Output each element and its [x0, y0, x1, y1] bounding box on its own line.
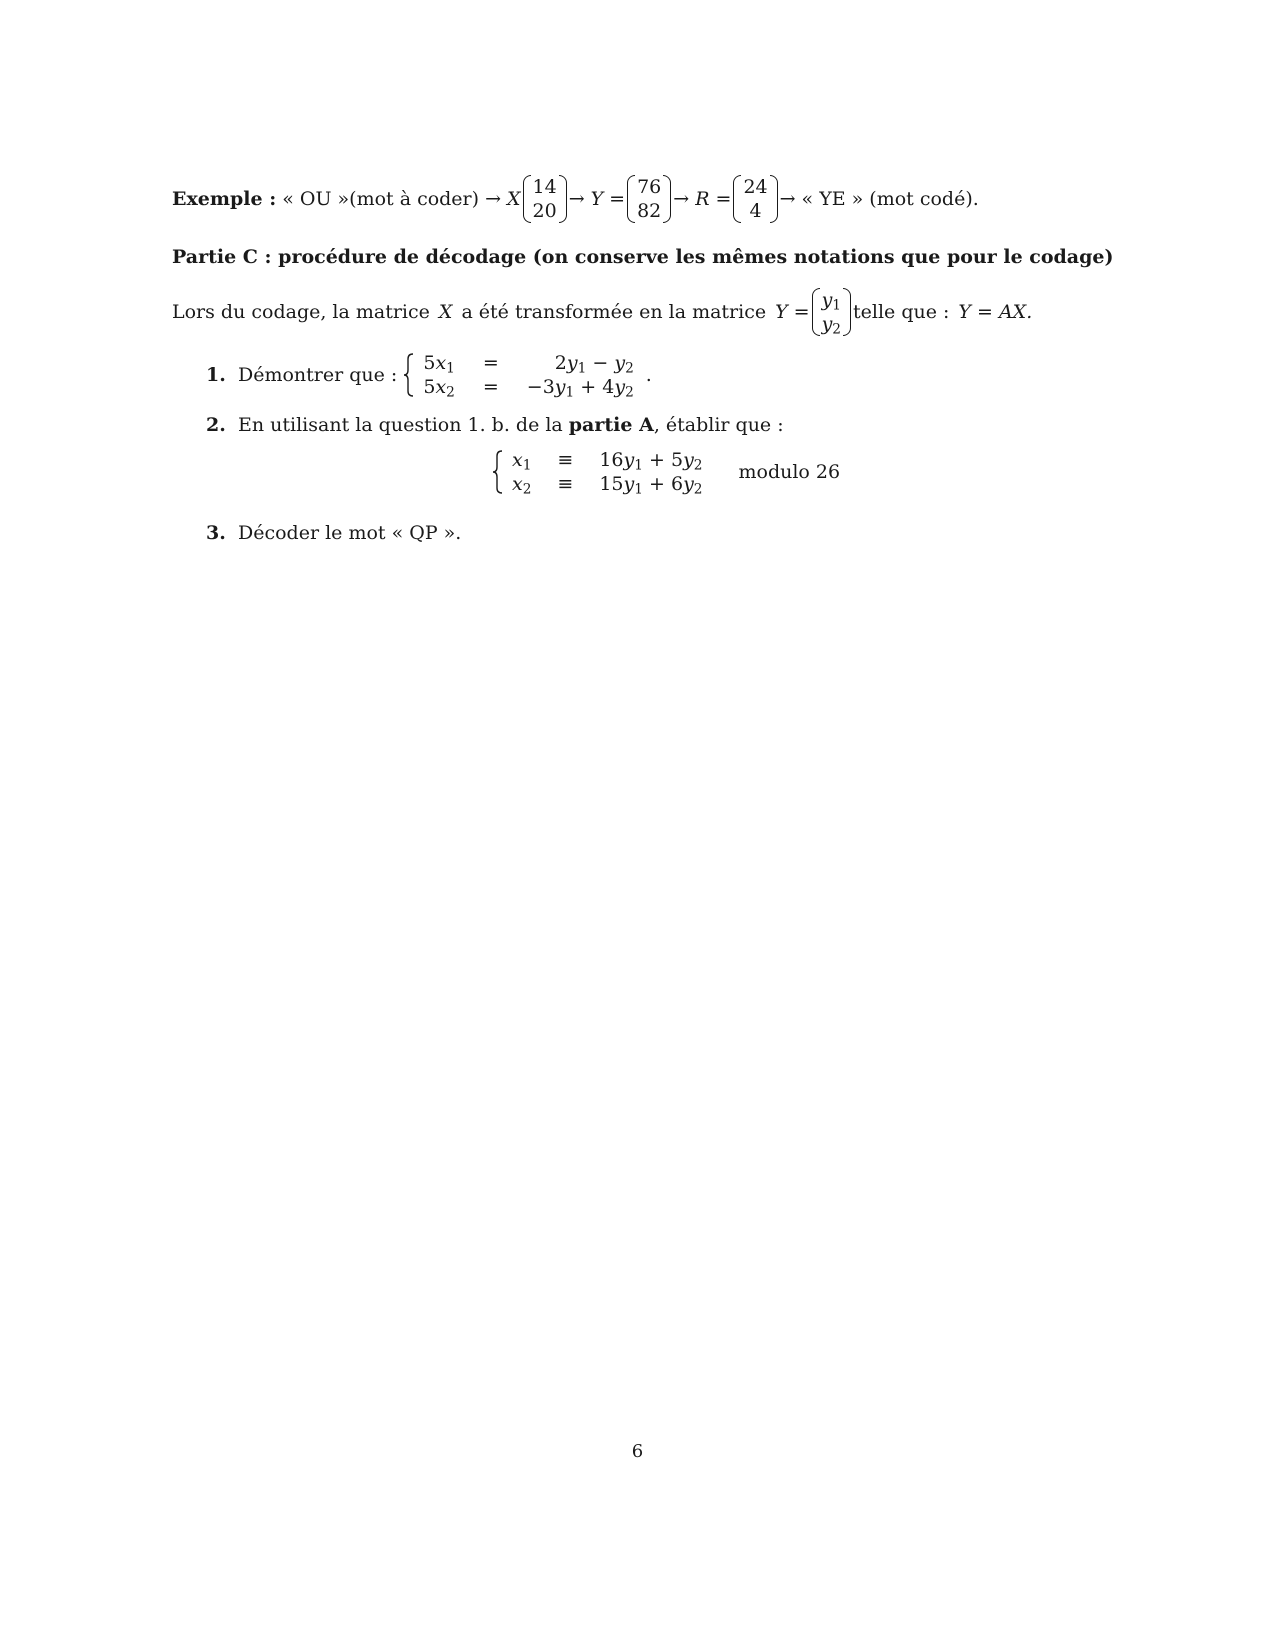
example-line — [172, 174, 979, 224]
question-3 — [206, 522, 461, 544]
matrix-y-vector — [627, 175, 671, 223]
arrow-2: → — [568, 188, 585, 210]
matrix-x-vector — [523, 175, 567, 223]
question-2-number: 2. — [206, 414, 226, 436]
matrix-r-entry-2: 4 — [749, 200, 762, 222]
system-q2-row: $x_1$ ≡ $16y_1 + 5y_2$ — [512, 449, 703, 474]
matrix-r-vector — [733, 175, 777, 223]
arrow-4: → — [779, 188, 796, 210]
intro-text-middle: a été transformée en la matrice — [461, 301, 767, 323]
system-q2-block — [492, 448, 840, 496]
left-brace — [403, 353, 415, 397]
question-3-text: Décoder le mot « QP ». — [238, 522, 462, 544]
equals-1: = — [609, 188, 626, 210]
matrix-x-entry-2: 20 — [532, 200, 557, 222]
matrix-y-symbol: Y — [590, 188, 604, 210]
arrow-1: → — [485, 188, 501, 210]
example-coded-word: « YE » — [801, 188, 864, 210]
system-q2-row: $x_2$ ≡ $15y_1 + 6y_2$ — [512, 473, 703, 498]
matrix-r-entry-1: 24 — [743, 176, 768, 198]
system-q1-row: $5x_2$ = $-3y_1 + 4y_2$ — [423, 376, 634, 401]
intro-vec-entry-1: $y_1$ — [821, 289, 841, 314]
part-c-title: Partie C : procédure de décodage (on conserve les mêmes notations que pour le codage) — [172, 246, 1114, 268]
intro-text-before: Lors du codage, la matrice — [172, 301, 430, 323]
matrix-y-entry-1: 76 — [637, 176, 662, 198]
system-q2 — [510, 448, 709, 496]
system-q1 — [421, 351, 639, 399]
intro-vec-entry-2: $y_2$ — [821, 313, 841, 338]
intro-relation: Y = AX. — [958, 301, 1033, 323]
modulo-label: modulo 26 — [738, 461, 841, 483]
left-brace — [492, 450, 504, 494]
intro-text-after: telle que : — [853, 301, 950, 323]
matrix-x-symbol: X — [506, 188, 521, 210]
intro-x-symbol: X — [438, 301, 453, 323]
equals-2: = — [715, 188, 732, 210]
question-2-text-after: , établir que : — [653, 414, 784, 436]
part-c-intro — [172, 283, 1032, 341]
question-1-text: Démontrer que : — [238, 364, 398, 386]
question-3-number: 3. — [206, 522, 226, 544]
arrow-3: → — [673, 188, 690, 210]
question-2-text-before: En utilisant la question 1. b. de la — [238, 414, 563, 436]
example-word-to-code: « OU » — [282, 188, 350, 210]
page-number: 6 — [631, 1441, 644, 1462]
example-word-note: (mot à coder) — [349, 188, 480, 210]
question-1 — [206, 351, 652, 399]
intro-y-vector — [812, 288, 851, 336]
question-2 — [206, 414, 784, 436]
intro-equals: = — [793, 301, 810, 323]
example-coded-note: (mot codé). — [869, 188, 979, 210]
question-2-bold: partie A — [568, 414, 654, 436]
matrix-r-symbol: R — [695, 188, 710, 210]
system-q1-row: $5x_1$ = $2y_1 - y_2$ — [423, 352, 634, 377]
matrix-y-entry-2: 82 — [637, 200, 662, 222]
question-1-trailing-dot: . — [645, 364, 652, 386]
question-1-number: 1. — [206, 364, 226, 386]
example-label: Exemple : — [172, 188, 277, 210]
matrix-x-entry-1: 14 — [532, 176, 557, 198]
intro-y-symbol: Y — [775, 301, 788, 323]
